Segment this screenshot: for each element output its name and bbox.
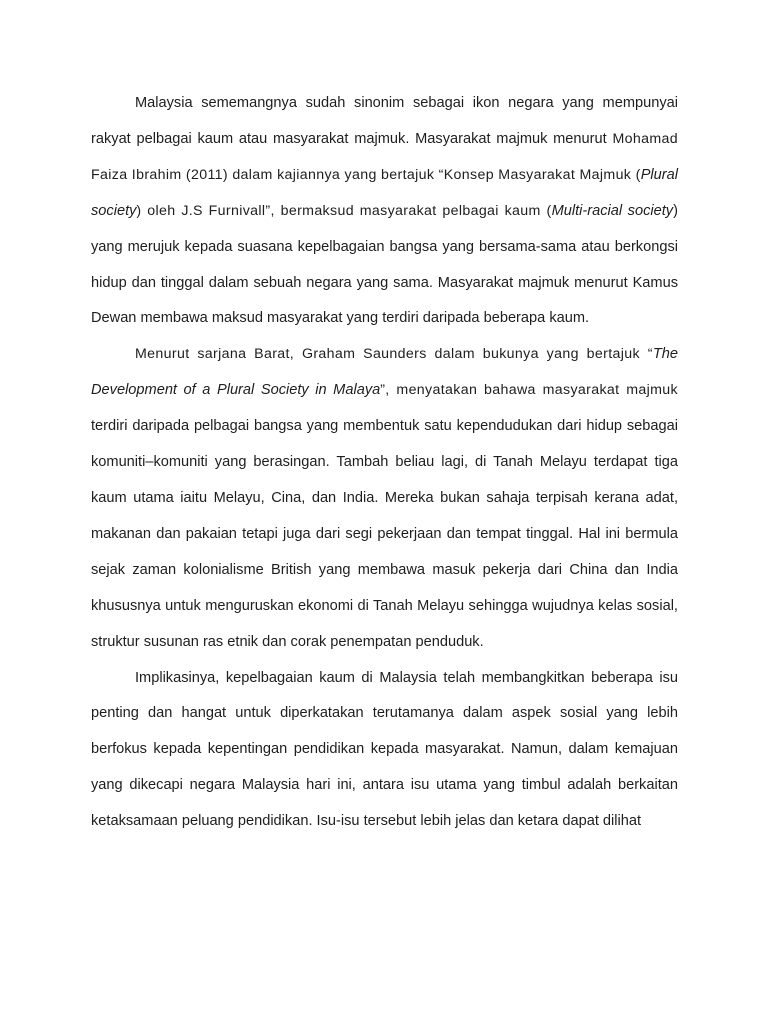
paragraph-3	[91, 661, 678, 841]
paragraph-2-book-title: The Development of a Plural Society in Malaya	[91, 346, 678, 399]
paragraph-1-citation-continued: ) oleh J.S Furnivall”, bermaksud masyarakat pelbagai kaum (	[136, 202, 552, 219]
paragraph-3-text: Implikasinya, kepelbagaian kaum di Malaysia telah membangkitkan beberapa isu penting dan hangat untuk diperkatakan terutamanya dalam aspek sosial yang lebih berfokus kepada kepentingan pendidikan kepada masyarakat. Namun, dalam kemajuan yang dikecapi negara Malaysia hari ini, antara isu utama yang timbul adalah berkaitan ketaksamaan peluang pendidikan. Isu-isu tersebut lebih jelas dan ketara dapat dilihat	[91, 669, 678, 830]
paragraph-1	[91, 86, 678, 337]
paragraph-1-italic-term: Multi-racial society	[551, 202, 674, 219]
paragraph-2-text: Menurut sarjana Barat, Graham Saunders dalam bukunya yang bertajuk “	[135, 346, 653, 363]
paragraph-1-text: Malaysia sememangnya sudah sinonim sebagai ikon negara yang mempunyai rakyat pelbagai kaum atau masyarakat majmuk. Masyarakat majmuk menurut	[91, 95, 678, 147]
document-body	[91, 86, 678, 840]
paragraph-1-italic-term: Plural society	[91, 166, 678, 219]
paragraph-2	[91, 337, 678, 660]
paragraph-2-text: terdiri daripada pelbagai bangsa yang membentuk satu kependudukan dari hidup sebagai komuniti–komuniti yang berasingan. Tambah beliau lagi, di Tanah Melayu terdapat tiga kaum utama iaitu Melayu, Cina, dan India. Mereka bukan sahaja terpisah kerana adat, makanan dan pakaian tetapi juga dari segi pekerjaan dan tempat tinggal. Hal ini bermula sejak zaman kolonialisme British yang membawa masuk pekerja dari China dan India khususnya untuk menguruskan ekonomi di Tanah Melayu sehingga wujudnya kelas sosial, struktur susunan ras etnik dan corak penempatan penduduk.	[91, 418, 678, 650]
paragraph-2-text: ”, menyatakan bahawa masyarakat majmuk	[380, 382, 678, 399]
paragraph-1-text: ) yang merujuk kepada suasana kepelbagaian bangsa yang bersama-sama atau berkongsi hidup dan tinggal dalam sebuah negara yang sama. Masyarakat majmuk menurut Kamus Dewan membawa maksud masyarakat yang terdiri daripada beberapa kaum.	[91, 202, 678, 327]
paragraph-1-citation: Mohamad Faiza Ibrahim (2011) dalam kajiannya yang bertajuk “Konsep Masyarakat Majmuk (	[91, 130, 678, 183]
